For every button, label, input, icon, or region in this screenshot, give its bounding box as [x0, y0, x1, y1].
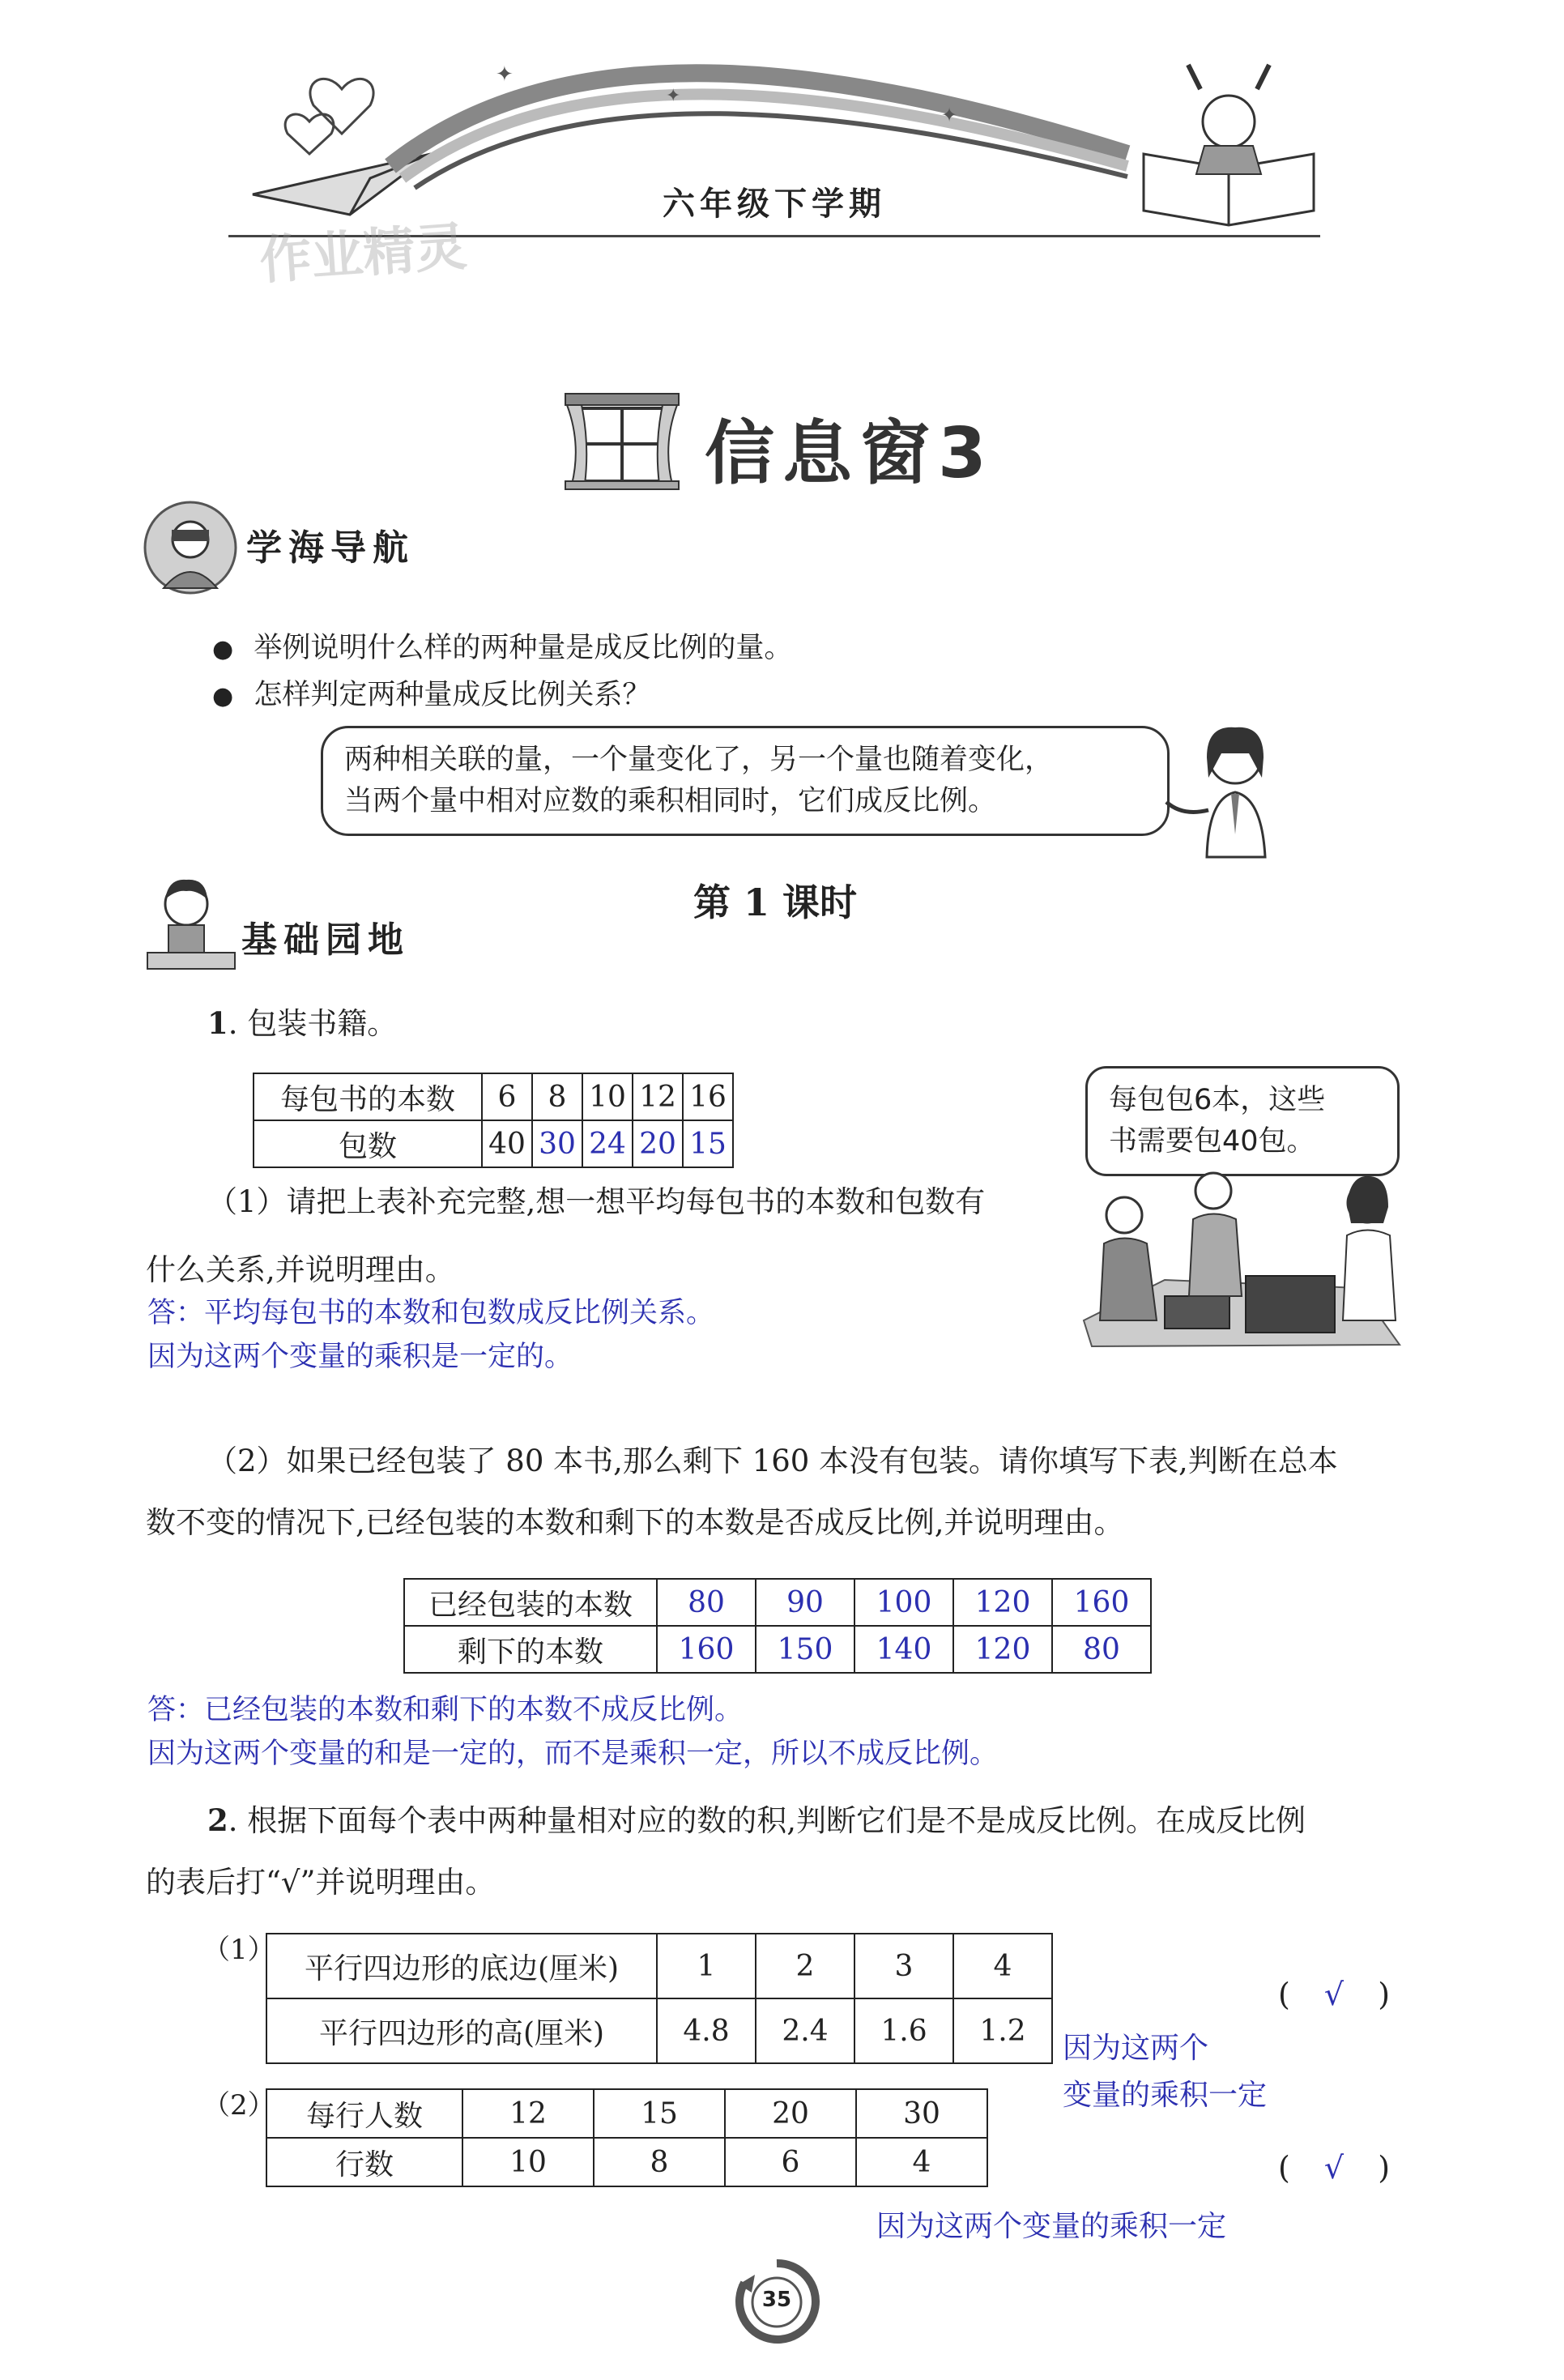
table-cell: 6	[482, 1073, 532, 1120]
table-cell: 1	[657, 1934, 756, 1998]
teacher-illustration	[1158, 721, 1296, 859]
table-cell: 8	[594, 2138, 725, 2186]
table-row-label: 行数	[266, 2138, 462, 2186]
table-cell: 8	[532, 1073, 582, 1120]
basics-section-icon	[144, 875, 238, 972]
q1-part2-answer: 答：已经包装的本数和剩下的本数不成反比例。 因为这两个变量的和是一定的，而不是乘积一定，所以不成反比例。	[147, 1694, 999, 1771]
table-row-label: 每行人数	[266, 2089, 462, 2138]
table-cell: 10	[462, 2138, 594, 2186]
q1-title: 1. 包装书籍。	[207, 1005, 398, 1041]
speech-line-2: 当两个量中相对应数的乘积相同时，它们成反比例。	[344, 784, 997, 817]
q2-t1-checkmark: ( √ )	[1278, 1977, 1391, 2012]
table-cell: 6	[725, 2138, 856, 2186]
guide-speech-bubble	[321, 726, 1170, 836]
table-cell: 4	[953, 1934, 1052, 1998]
guide-section-title: 学海导航	[246, 527, 415, 569]
table-cell: 10	[582, 1073, 633, 1120]
table-cell: 15	[594, 2089, 725, 2138]
q1-part1-answer: 答：平均每包书的本数和包数成反比例关系。 因为这两个变量的乘积是一定的。	[147, 1297, 715, 1374]
speech-line-1: 两种相关联的量，一个量变化了，另一个量也随着变化，	[344, 744, 1054, 776]
answer-cell: 120	[953, 1579, 1052, 1626]
table-row-label: 包数	[254, 1120, 482, 1167]
basics-section-title: 基础园地	[241, 919, 410, 961]
q2-table2	[266, 2088, 988, 2187]
q2-question: 2. 根据下面每个表中两种量相对应的数的积,判断它们是不是成反比例。在成反比例 的表后打“√”并说明理由。	[146, 1802, 1306, 1900]
page-number: 35	[761, 2288, 792, 2312]
checkmark-icon: √	[1323, 1977, 1345, 2012]
checkmark-icon: √	[1323, 2150, 1345, 2186]
answer-cell: 140	[854, 1626, 953, 1673]
guide-section-icon	[139, 499, 241, 596]
speech-line-2: 书需要包40包。	[1109, 1124, 1315, 1158]
q2-t1-label: （1）	[202, 1934, 275, 1966]
q1-part2-question: （2）如果已经包装了 80 本书,那么剩下 160 本没有包装。请你填写下表,判断在总本 数不变的情况下,已经包装的本数和剩下的本数是否成反比例,并说明理由。	[146, 1444, 1338, 1540]
table-cell: 12	[633, 1073, 683, 1120]
answer-cell: 24	[582, 1120, 633, 1167]
svg-text:✦: ✦	[496, 62, 514, 87]
bullet-icon: ●	[212, 635, 234, 663]
table-cell: 2.4	[756, 1998, 854, 2063]
page-number-badge	[732, 2257, 821, 2346]
answer-cell: 20	[633, 1120, 683, 1167]
q2-t2-reason: 因为这两个变量的乘积一定	[876, 2210, 1227, 2243]
table-cell: 2	[756, 1934, 854, 1998]
q2-table1	[266, 1933, 1053, 2064]
table-row-label: 平行四边形的高(厘米)	[266, 1998, 657, 2063]
answer-cell: 30	[532, 1120, 582, 1167]
q1-part1-question: （1）请把上表补充完整,想一想平均每包书的本数和包数有 什么关系,并说明理由。	[146, 1184, 986, 1287]
answer-cell: 100	[854, 1579, 953, 1626]
page-title: 信息窗3	[705, 413, 995, 494]
q2-t2-label: （2）	[202, 2089, 275, 2122]
table-cell: 3	[854, 1934, 953, 1998]
table-row-label: 每包书的本数	[254, 1073, 482, 1120]
guide-bullet-2: ● 怎样判定两种量成反比例关系？	[212, 679, 651, 711]
answer-cell: 15	[683, 1120, 733, 1167]
q2-t1-reason: 因为这两个 变量的乘积一定	[1063, 2032, 1268, 2112]
answer-cell: 150	[756, 1626, 854, 1673]
table-row-label: 剩下的本数	[404, 1626, 657, 1673]
header-title: 六年级下学期	[663, 186, 886, 223]
answer-cell: 120	[953, 1626, 1052, 1673]
window-icon	[557, 387, 687, 493]
answer-cell: 160	[1052, 1579, 1151, 1626]
guide-bullet-1: ● 举例说明什么样的两种量是成反比例的量。	[212, 632, 793, 664]
table-cell: 20	[725, 2089, 856, 2138]
table-cell: 4.8	[657, 1998, 756, 2063]
packing-illustration	[1068, 1158, 1408, 1353]
table-cell: 16	[683, 1073, 733, 1120]
speech-line-1: 每包包6本，这些	[1109, 1084, 1326, 1116]
table-cell: 4	[856, 2138, 987, 2186]
table-cell: 30	[856, 2089, 987, 2138]
svg-text:✦: ✦	[666, 86, 681, 106]
svg-text:✦: ✦	[941, 104, 958, 126]
q1-table2	[403, 1578, 1152, 1674]
answer-cell: 80	[657, 1579, 756, 1626]
answer-cell: 90	[756, 1579, 854, 1626]
answer-cell: 80	[1052, 1626, 1151, 1673]
q1-table	[253, 1073, 734, 1168]
table-cell: 1.2	[953, 1998, 1052, 2063]
table-row-label: 已经包装的本数	[404, 1579, 657, 1626]
bullet-icon: ●	[212, 682, 234, 710]
lesson-title: 第 1 课时	[693, 881, 858, 924]
watermark: 作业精灵	[258, 217, 469, 292]
table-row-label: 平行四边形的底边(厘米)	[266, 1934, 657, 1998]
q2-t2-checkmark: ( √ )	[1278, 2150, 1391, 2186]
answer-cell: 160	[657, 1626, 756, 1673]
table-cell: 12	[462, 2089, 594, 2138]
table-cell: 40	[482, 1120, 532, 1167]
table-cell: 1.6	[854, 1998, 953, 2063]
